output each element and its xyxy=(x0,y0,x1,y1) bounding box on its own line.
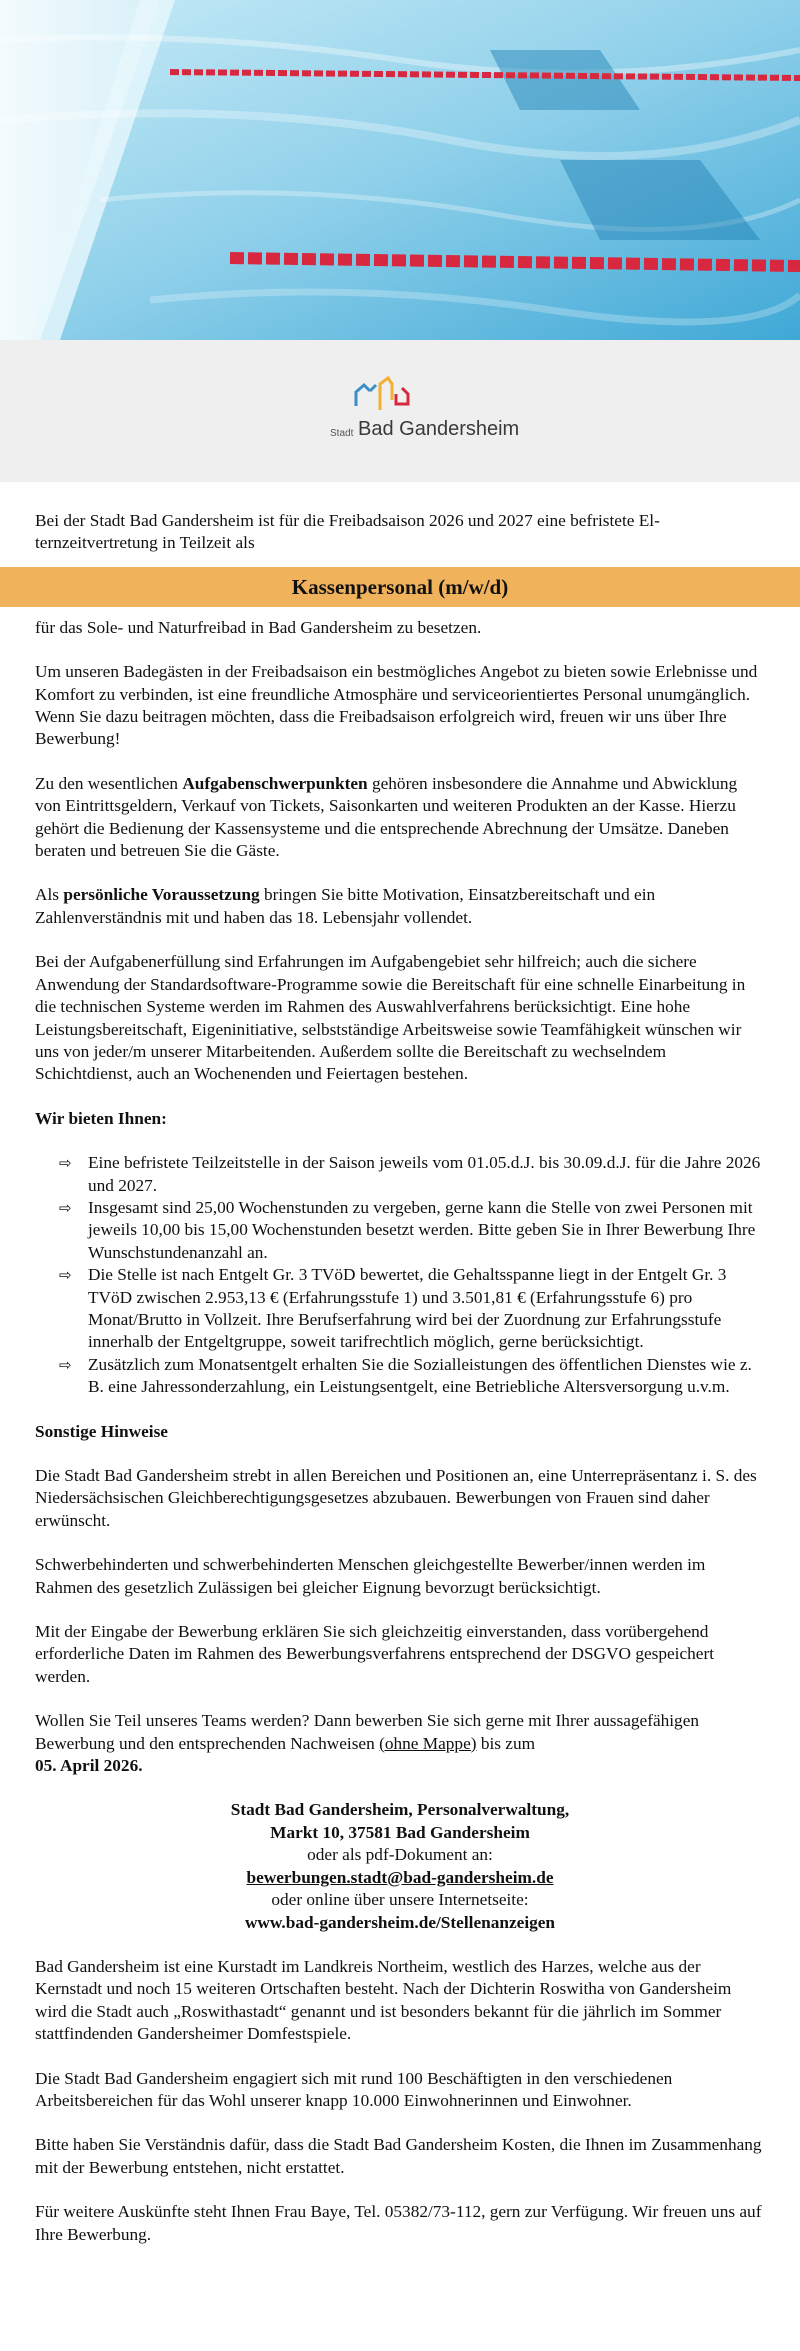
arrow-right-icon: ⇨ xyxy=(59,1355,72,1374)
costs-paragraph: Bitte haben Sie Verständnis dafür, dass die Stadt Bad Gandersheim Kosten, die Ihnen im Zusammenhang mit der Bewerbung entstehen, nicht erstattet. xyxy=(35,2135,762,2177)
dsgvo-paragraph: Mit der Eingabe der Bewerbung erklären Sie sich gleichzeitig einverstanden, dass vorübergehend erforderliche Daten im Rahmen des Bewerbungsverfahrens entsprechend der DSGVO gespeichert werden. xyxy=(35,1622,714,1686)
logo-prefix: Stadt xyxy=(330,428,354,439)
apply-paragraph: Wollen Sie Teil unseres Teams werden? Dann bewerben Sie sich gerne mit Ihrer aussagefähigen Bewerbung und den entsprechenden Nachweisen (ohne Mappe) bis zum 05. April 2026. xyxy=(35,1711,700,1776)
address-line: Markt 10, 37581 Bad Gandersheim xyxy=(270,1822,530,1842)
email-link[interactable]: bewerbungen.stadt@bad-gandersheim.de xyxy=(246,1867,554,1887)
underrepresentation-paragraph: Die Stadt Bad Gandersheim strebt in allen Bereichen und Positionen an, eine Unterrepräsentanz i. S. des Niedersächsischen Gleichberechtigungsgesetzes abzubauen. Bewerbungen von Frauen sind daher erwünscht. xyxy=(35,1466,757,1530)
offer-intro-paragraph: Um unseren Badegästen in der Freibadsaison ein bestmögliches Angebot zu bieten sowie Erlebnisse und Komfort zu verbinden, ist eine freundliche Atmosphäre und serviceorientiertes Personal unumgänglich. Wenn Sie dazu beitragen möchten, dass die Freibadsaison erfolgreich wird, freuen wir uns über Ihre Bewerbung! xyxy=(35,662,758,749)
arrow-right-icon: ⇨ xyxy=(59,1198,72,1217)
list-item: ⇨ Insgesamt sind 25,00 Wochenstunden zu vergeben, gerne kann die Stelle von zwei Personen mit jeweils 10,00 bis 15,00 Wochenstunden besetzt werden. Bitte geben Sie in Ihrer Bewerbung Ihre Wunschstundenanzahl an. xyxy=(59,1197,756,1262)
deadline: 05. April 2026. xyxy=(35,1756,143,1776)
job-ad-body xyxy=(0,510,800,555)
website-link[interactable]: www.bad-gandersheim.de/Stellenanzeigen xyxy=(244,1912,556,1932)
city-logo-icon xyxy=(350,376,430,416)
town-paragraph: Bad Gandersheim ist eine Kurstadt im Landkreis Northeim, westlich des Harzes, welche aus der Kernstadt und noch 15 weiteren Ortschaften besteht. Nach der Dichterin Roswitha von Gandersheim wird die Stadt auch „Roswithastadt“ genannt und ist besonders bekannt für die jährlich im Sommer stattfindenden Gandersheimer Domfestspiele. xyxy=(35,1956,732,2044)
arrow-right-icon: ⇨ xyxy=(59,1154,72,1173)
job-title: Kassenpersonal (m/w/d) xyxy=(0,567,800,607)
tasks-keyword: Aufgabenschwerpunkten xyxy=(182,773,368,793)
list-item: ⇨ Zusätzlich zum Monatsentgelt erhalten Sie die Sozialleistungen des öffentlichen Dienstes wie z. B. eine Jahressonderzahlung, ein Leistungsentgelt, eine Betriebliche Altersversorgung u.v.m. xyxy=(59,1354,752,1397)
contact-paragraph: Für weitere Auskünfte steht Ihnen Frau Baye, Tel. 05382/73-112, gern zur Verfügung. Wir freuen uns auf Ihre Bewerbung. xyxy=(35,2202,762,2244)
employees-paragraph: Die Stadt Bad Gandersheim engagiert sich mit rund 100 Beschäftigten in den verschiedenen Arbeitsbereichen für das Wohl unserer knapp 10.000 Einwohnerinnen und Einwohner. xyxy=(35,2068,673,2110)
offers-heading: Wir bieten Ihnen: xyxy=(35,1108,167,1128)
logo-name: Bad Gandersheim xyxy=(358,418,520,440)
disability-paragraph: Schwerbehinderten und schwerbehinderten Menschen gleichgestellte Bewerber/innen werden im Rahmen des gesetzlich Zulässigen bei gleicher Eignung bevorzugt berücksichtigt. xyxy=(35,1555,706,1597)
address-line: oder als pdf-Dokument an: xyxy=(307,1845,493,1865)
logo-band xyxy=(0,340,800,482)
requirements-keyword: persönliche Voraussetzung xyxy=(63,885,260,905)
city-logo xyxy=(330,376,530,456)
pool-illustration xyxy=(0,0,800,340)
tasks-paragraph: Zu den wesentlichen Aufgabenschwerpunkten gehören insbesondere die Annahme und Abwicklung von Eintrittsgeldern, Verkauf von Tickets, Saisonkarten und weiteren Produkten an der Kasse. Hierzu gehört die Bedienung der Kassensysteme und die entsprechende Abrechnung der Umsätze. Daneben beraten und betreuen Sie die Gäste. xyxy=(35,773,738,861)
address-line: Stadt Bad Gandersheim, Personalverwaltung, xyxy=(230,1800,570,1820)
address-block xyxy=(35,1799,765,1933)
offers-list xyxy=(35,1152,765,1398)
experience-paragraph: Bei der Aufgabenerfüllung sind Erfahrungen im Aufgabengebiet sehr hilfreich; auch die sichere Anwendung der Standardsoftware-Programme sowie die Bereitschaft für eine schnelle Einarbeitung in die technischen Systeme werden im Rahmen des Auswahlverfahrens berücksichtigt. Eine hohe Leistungsbereitschaft, Eigeninitiative, selbstständige Arbeitsweise sowie Teamfähigkeit wünschen wir uns von jeder/m unserer Mitarbeitenden. Außerdem sollte die Bereitschaft zu wechselndem Schichtdienst, auch an Wochenenden und Feiertagen bestehen. xyxy=(35,952,746,1084)
intro-paragraph: Bei der Stadt Bad Gandersheim ist für die Freibadsaison 2026 und 2027 eine befristete Elternzeitvertretung in Teilzeit als xyxy=(35,511,660,553)
no-folder-note: (ohne Mappe) xyxy=(379,1733,477,1753)
pool-photo xyxy=(0,0,800,340)
address-line: oder online über unsere Internetseite: xyxy=(271,1890,529,1910)
location-paragraph: für das Sole- und Naturfreibad in Bad Gandersheim zu besetzen. xyxy=(35,617,482,637)
notes-heading: Sonstige Hinweise xyxy=(35,1421,168,1441)
list-item: ⇨ Die Stelle ist nach Entgelt Gr. 3 TVöD bewertet, die Gehaltsspanne liegt in der Entgelt Gr. 3 TVöD zwischen 2.953,13 € (Erfahrungsstufe 1) und 3.501,81 € (Erfahrungsstufe 6) pro Monat/Brutto in Vollzeit. Ihre Berufserfahrung wird bei der Zuordnung zur Erfahrungsstufe innerhalb der Entgeltgruppe, soweit tarifrechtlich möglich, gerne berücksichtigt. xyxy=(59,1265,727,1352)
arrow-right-icon: ⇨ xyxy=(59,1266,72,1285)
requirements-paragraph: Als persönliche Voraussetzung bringen Sie bitte Motivation, Einsatzbereitschaft und ein Zahlenverständnis mit und haben das 18. Lebensjahr vollendet. xyxy=(35,885,656,927)
list-item: ⇨ Eine befristete Teilzeitstelle in der Saison jeweils vom 01.05.d.J. bis 30.09.d.J. für die Jahre 2026 und 2027. xyxy=(59,1153,761,1195)
job-ad-main xyxy=(0,617,800,2246)
